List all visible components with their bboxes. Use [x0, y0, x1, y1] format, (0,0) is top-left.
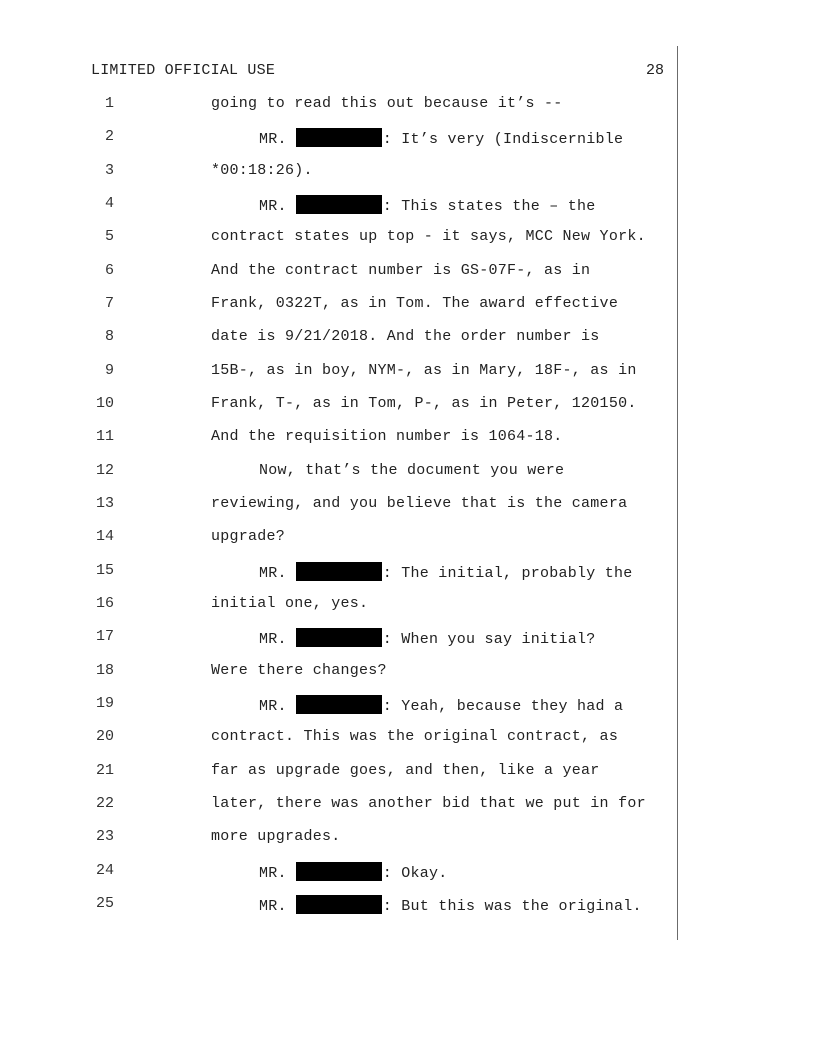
- redacted-name: [296, 862, 382, 881]
- transcript-line: [0, 828, 816, 850]
- transcript-line: [0, 428, 816, 450]
- classification-header: LIMITED OFFICIAL USE: [91, 62, 276, 79]
- transcript-line: [0, 228, 816, 250]
- line-text: reviewing, and you believe that is the camera: [211, 495, 628, 512]
- line-number: 8: [104, 328, 114, 345]
- transcript-line: [0, 295, 816, 317]
- line-number: 16: [95, 595, 114, 612]
- speaker-line: [259, 562, 633, 582]
- speaker-title: MR.: [259, 898, 287, 915]
- transcript-line: [0, 662, 816, 684]
- line-text: contract states up top - it says, MCC New York.: [211, 228, 646, 245]
- transcript-line: [0, 262, 816, 284]
- redacted-name: [296, 895, 382, 914]
- line-number: 15: [95, 562, 114, 579]
- transcript-line: [0, 95, 816, 117]
- redacted-name: [296, 628, 382, 647]
- line-text: Were there changes?: [211, 662, 387, 679]
- transcript-line: [0, 762, 816, 784]
- line-number: 9: [104, 362, 114, 379]
- line-number: 19: [95, 695, 114, 712]
- line-number: 20: [95, 728, 114, 745]
- line-text: going to read this out because it’s --: [211, 95, 563, 112]
- speaker-line: [259, 895, 642, 915]
- speaker-title: MR.: [259, 565, 287, 582]
- line-number: 22: [95, 795, 114, 812]
- redacted-name: [296, 695, 382, 714]
- line-text: : Yeah, because they had a: [382, 698, 624, 715]
- line-number: 6: [104, 262, 114, 279]
- line-text: : This states the – the: [382, 198, 596, 215]
- line-number: 3: [104, 162, 114, 179]
- line-text: *00:18:26).: [211, 162, 313, 179]
- transcript-line: [0, 128, 816, 150]
- line-number: 2: [104, 128, 114, 145]
- line-text: 15B-, as in boy, NYM-, as in Mary, 18F-, as in: [211, 362, 637, 379]
- line-number: 24: [95, 862, 114, 879]
- line-number: 11: [95, 428, 114, 445]
- line-number: 5: [104, 228, 114, 245]
- speaker-title: MR.: [259, 131, 287, 148]
- redacted-name: [296, 562, 382, 581]
- line-number: 12: [95, 462, 114, 479]
- speaker-line: [259, 195, 596, 215]
- transcript-line: [0, 362, 816, 384]
- transcript-line: [0, 328, 816, 350]
- speaker-line: [259, 128, 623, 148]
- page-number: 28: [646, 62, 665, 79]
- line-text: date is 9/21/2018. And the order number is: [211, 328, 600, 345]
- transcript-line: [0, 395, 816, 417]
- line-number: 17: [95, 628, 114, 645]
- line-number: 7: [104, 295, 114, 312]
- transcript-line: [0, 895, 816, 917]
- line-text: : Okay.: [382, 865, 448, 882]
- transcript-line: [0, 528, 816, 550]
- line-text: : The initial, probably the: [382, 565, 633, 582]
- transcript-line: [0, 862, 816, 884]
- speaker-line: [259, 695, 623, 715]
- line-text: : It’s very (Indiscernible: [382, 131, 624, 148]
- speaker-line: [259, 628, 596, 648]
- line-number: 23: [95, 828, 114, 845]
- speaker-title: MR.: [259, 865, 287, 882]
- transcript-line: [0, 595, 816, 617]
- transcript-line: [0, 795, 816, 817]
- line-text: later, there was another bid that we put in for: [211, 795, 646, 812]
- transcript-line: [0, 195, 816, 217]
- line-number: 13: [95, 495, 114, 512]
- line-text: : But this was the original.: [382, 898, 642, 915]
- line-text: Frank, 0322T, as in Tom. The award effective: [211, 295, 619, 312]
- transcript-line: [0, 162, 816, 184]
- transcript-line: [0, 728, 816, 750]
- line-number: 10: [95, 395, 114, 412]
- redacted-name: [296, 128, 382, 147]
- transcript-line: [0, 562, 816, 584]
- line-number: 1: [104, 95, 114, 112]
- transcript-line: [0, 695, 816, 717]
- transcript-line: [0, 495, 816, 517]
- line-text: more upgrades.: [211, 828, 341, 845]
- line-text: Frank, T-, as in Tom, P-, as in Peter, 120150.: [211, 395, 637, 412]
- line-number: 21: [95, 762, 114, 779]
- speaker-title: MR.: [259, 631, 287, 648]
- line-text: contract. This was the original contract, as: [211, 728, 619, 745]
- speaker-title: MR.: [259, 698, 287, 715]
- line-text: And the requisition number is 1064-18.: [211, 428, 563, 445]
- line-text: : When you say initial?: [382, 631, 596, 648]
- line-text: initial one, yes.: [211, 595, 369, 612]
- line-text: upgrade?: [211, 528, 286, 545]
- transcript-line: [0, 628, 816, 650]
- line-number: 14: [95, 528, 114, 545]
- speaker-line: [259, 862, 448, 882]
- line-number: 4: [104, 195, 114, 212]
- line-number: 18: [95, 662, 114, 679]
- speaker-title: MR.: [259, 198, 287, 215]
- line-text: Now, that’s the document you were: [259, 462, 565, 479]
- transcript-line: [0, 462, 816, 484]
- line-text: far as upgrade goes, and then, like a year: [211, 762, 600, 779]
- line-text: And the contract number is GS-07F-, as in: [211, 262, 591, 279]
- redacted-name: [296, 195, 382, 214]
- line-number: 25: [95, 895, 114, 912]
